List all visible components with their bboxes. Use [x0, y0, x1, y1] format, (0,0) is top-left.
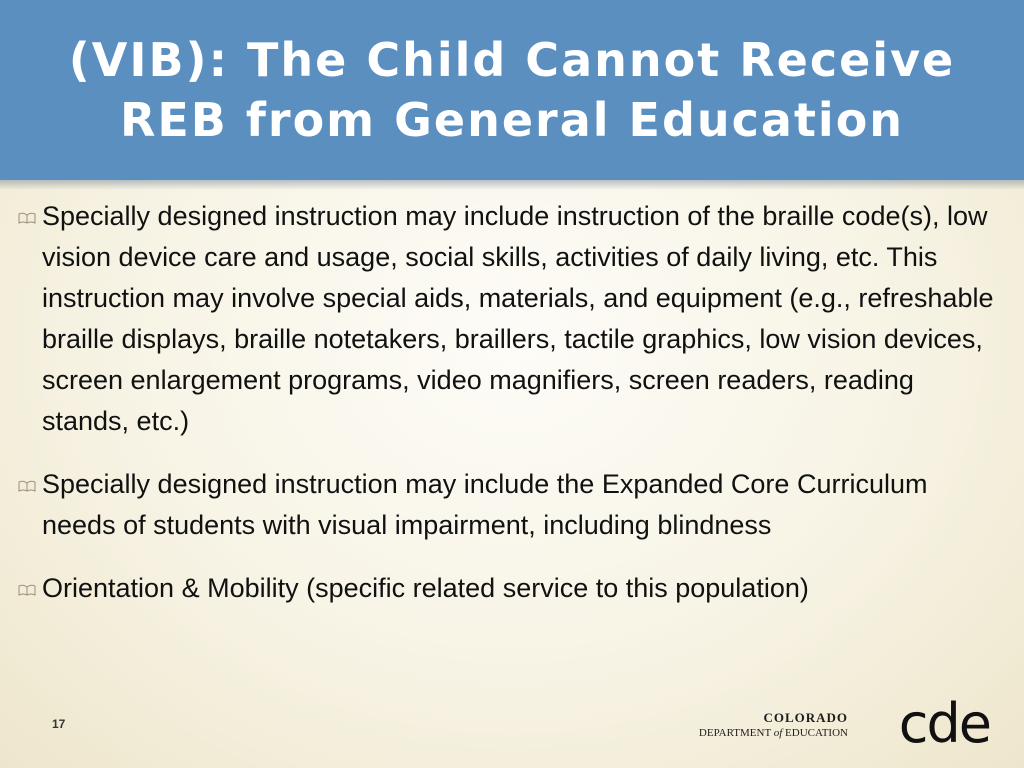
bullet-item: [18, 568, 1003, 609]
logo-colorado-text: COLORADO: [763, 710, 848, 725]
bullet-list: [18, 196, 1003, 631]
logo-department-text: [699, 727, 848, 739]
bullet-text: Orientation & Mobility (specific related service to this population): [42, 573, 809, 603]
bullet-item: [18, 196, 1003, 442]
title-banner-shadow: [0, 180, 1024, 190]
logo-education-word: EDUCATION: [782, 727, 848, 739]
title-banner: [0, 0, 1024, 180]
slide-title-line-1: (VIB): The Child Cannot Receive: [68, 33, 956, 87]
bullet-text: Specially designed instruction may include the Expanded Core Curriculum needs of students with visual impairment, including blindness: [42, 469, 928, 540]
logo-department-word: DEPARTMENT: [698, 727, 774, 739]
open-book-icon: [18, 211, 36, 225]
logo-of-word: of: [773, 727, 783, 739]
slide-title-line-2: REB from General Education: [119, 93, 905, 147]
logo-cde-mark: cde: [898, 692, 990, 755]
open-book-icon: [18, 479, 36, 493]
bullet-item: [18, 464, 1003, 546]
slide-number: 17: [52, 717, 66, 731]
open-book-icon: [18, 583, 36, 597]
bullet-text: Specially designed instruction may include instruction of the braille code(s), low vision device care and usage, social skills, activities of daily living, etc. This instruction may involve special aids, materials, and equipment (e.g., refreshable braille displays, braille notetakers, braillers, tactile graphics, low vision devices, screen enlargement programs, video magnifiers, screen readers, reading stands, etc.): [42, 201, 994, 436]
cde-logo: [690, 692, 990, 755]
